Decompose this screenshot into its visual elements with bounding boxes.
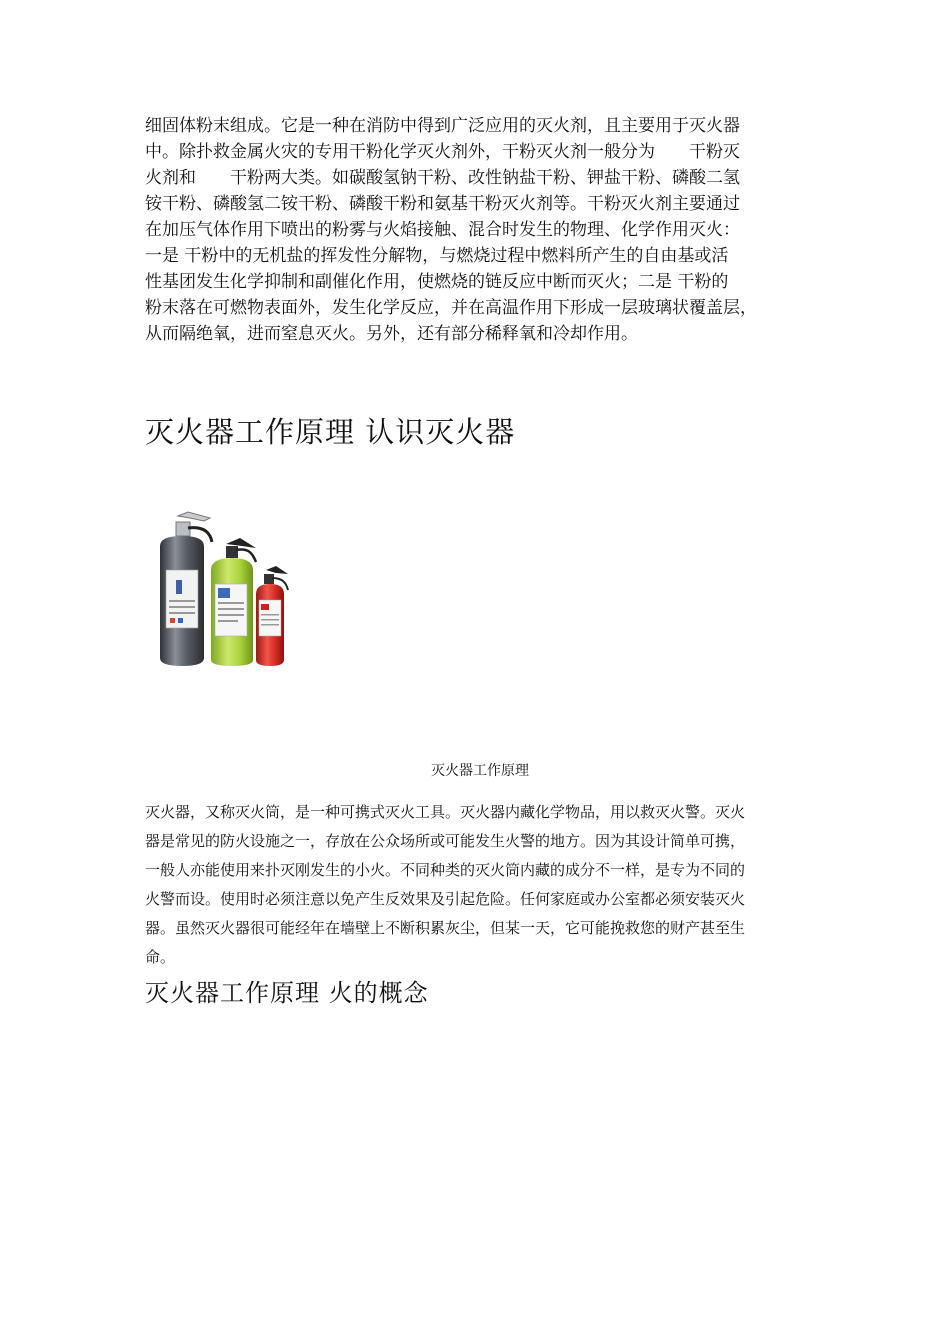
intro-line: 火剂和 干粉两大类。如碳酸氢钠干粉、改性钠盐干粉、钾盐干粉、磷酸二氢 <box>145 168 740 188</box>
section-heading-fire-concept: 灭火器工作原理 火的概念 <box>145 979 429 1007</box>
body-line: 灭火器，又称灭火筒，是一种可携式灭火工具。灭火器内藏化学物品，用以救灭火警。灭火 <box>145 803 746 821</box>
figure-caption: 灭火器工作原理 <box>431 763 529 779</box>
body-line: 命。 <box>145 948 176 966</box>
body-line: 器是常见的防火设施之一，存放在公众场所或可能发生火警的地方。因为其设计简单可携， <box>145 832 746 850</box>
intro-line: 性基团发生化学抑制和副催化作用，使燃烧的链反应中断而灭火；二是 干粉的 <box>145 272 729 292</box>
body-line: 火警而设。使用时必须注意以免产生反效果及引起危险。任何家庭或办公室都必须安装灭火 <box>145 890 746 908</box>
fire-extinguishers-image <box>148 508 298 673</box>
body-line: 一般人亦能使用来扑灭刚发生的小火。不同种类的灭火筒内藏的成分不一样，是专为不同的 <box>145 861 746 879</box>
body-paragraph <box>145 798 807 972</box>
body-line: 器。虽然灭火器很可能经年在墙壁上不断积累灰尘，但某一天，它可能挽救您的财产甚至生 <box>145 919 746 937</box>
intro-line: 在加压气体作用下喷出的粉雾与火焰接触、混合时发生的物理、化学作用灭火： <box>145 220 740 240</box>
gray-extinguisher <box>160 512 212 666</box>
intro-line: 铵干粉、磷酸氢二铵干粉、磷酸干粉和氨基干粉灭火剂等。干粉灭火剂主要通过 <box>145 194 740 214</box>
intro-paragraph <box>145 113 807 347</box>
intro-line: 从而隔绝氧，进而窒息灭火。另外，还有部分稀释氧和冷却作用。 <box>145 324 638 344</box>
red-extinguisher <box>256 566 288 666</box>
fire-extinguishers-illustration <box>148 508 298 673</box>
intro-line: 一是 干粉中的无机盐的挥发性分解物，与燃烧过程中燃料所产生的自由基或活 <box>145 246 729 266</box>
intro-line: 中。除扑救金属火灾的专用干粉化学灭火剂外，干粉灭火剂一般分为 干粉灭 <box>145 142 740 162</box>
intro-line: 粉末落在可燃物表面外，发生化学反应，并在高温作用下形成一层玻璃状覆盖层， <box>145 298 757 318</box>
green-extinguisher <box>211 538 256 666</box>
section-heading-recognize: 灭火器工作原理 认识灭火器 <box>145 415 516 449</box>
intro-line: 细固体粉末组成。它是一种在消防中得到广泛应用的灭火剂，且主要用于灭火器 <box>145 116 740 136</box>
